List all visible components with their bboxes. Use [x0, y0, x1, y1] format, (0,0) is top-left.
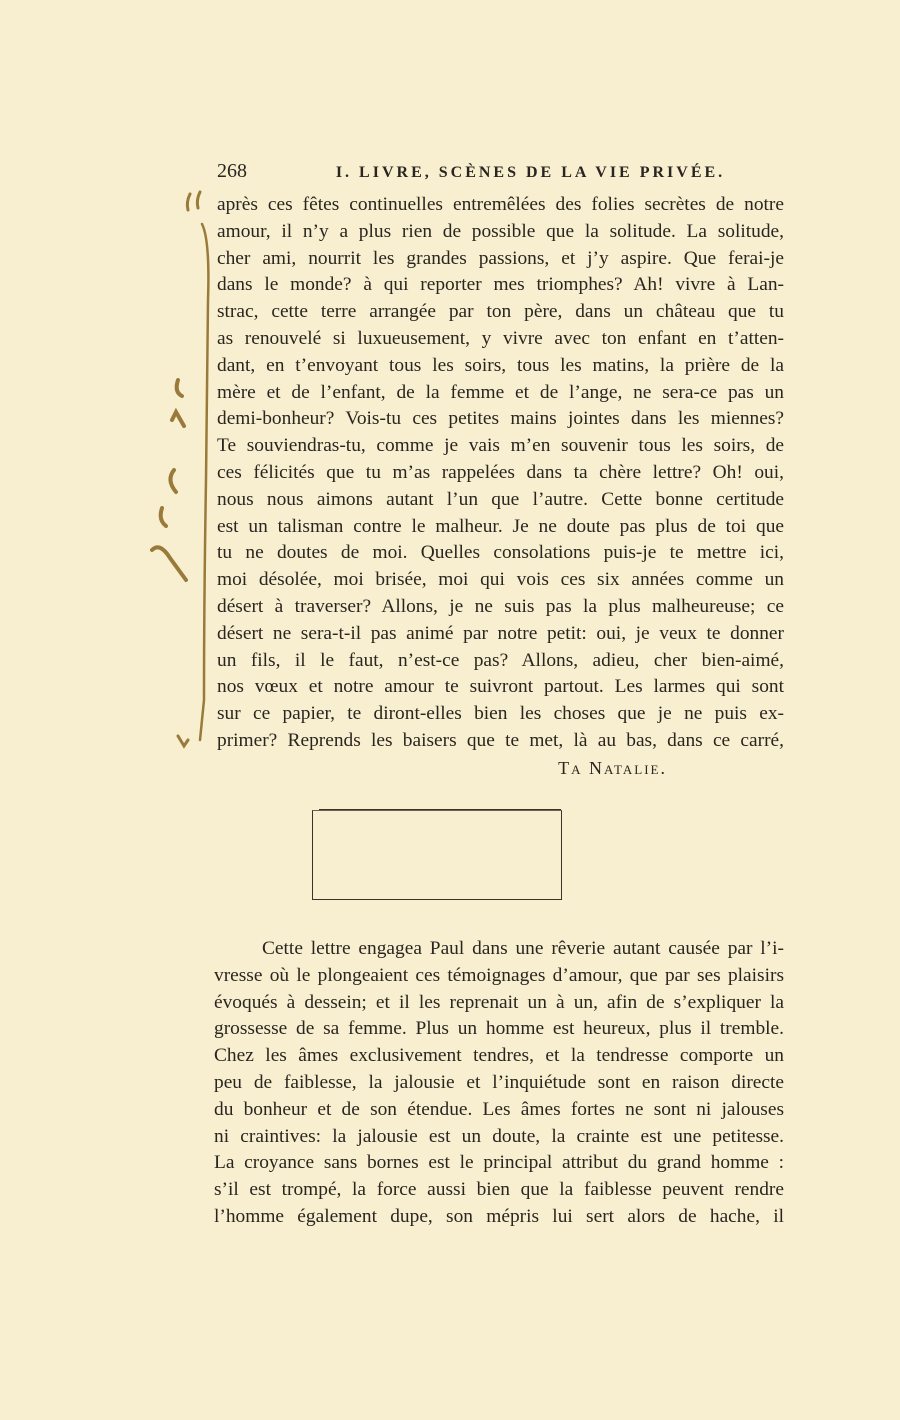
- letter-line: mère et de l’enfant, de la femme et de l’ange, ne sera-ce pas un: [217, 381, 784, 403]
- quote-mark-stroke-1: [187, 194, 190, 210]
- letter-line: ces félicités que tu m’as rappelées dans ta chère lettre? Oh! oui,: [217, 461, 784, 483]
- narrative-line: l’homme également dupe, son mépris lui sert alors de hache, il: [214, 1205, 784, 1227]
- letter-line: désert à traverser? Allons, je ne suis pas la plus malheureuse; ce: [217, 595, 784, 617]
- kiss-box: [312, 810, 562, 900]
- scribble-1: [177, 380, 182, 396]
- narrative-line: La croyance sans bornes est le principal attribut du grand homme :: [214, 1152, 784, 1174]
- narrative-line: peu de faiblesse, la jalousie et l’inquiétude sont en raison directe: [214, 1071, 784, 1093]
- running-title: I. LIVRE, SCÈNES DE LA VIE PRIVÉE.: [335, 164, 726, 181]
- quote-mark-stroke-2: [197, 192, 200, 208]
- running-header: [217, 160, 784, 186]
- letter-line: dans le monde? à qui reporter mes triomphes? Ah! vivre à Lan-: [217, 274, 784, 296]
- narrative-line: évoqués à dessein; et il les reprenait un à un, afin de s’expliquer la: [214, 991, 784, 1013]
- narrative-line: Cette lettre engagea Paul dans une rêverie autant causée par l’i-: [262, 938, 784, 959]
- letter-line: as renouvelé si luxueusement, y vivre avec ton enfant en t’atten-: [217, 327, 784, 349]
- narrative-line: grossesse de sa femme. Plus un homme est heureux, plus il tremble.: [214, 1018, 784, 1040]
- narrative-line: vresse où le plongeaient ces témoignages d’amour, que par ses plaisirs: [214, 964, 784, 986]
- narrative-line: s’il est trompé, la force aussi bien que la faiblesse peuvent rendre: [214, 1179, 784, 1201]
- scribble-2: [172, 412, 184, 426]
- letter-line: tu ne doutes de moi. Quelles consolations puis-je te mettre ici,: [217, 542, 784, 564]
- letter-line: strac, cette terre arrangée par ton père, dans un château que tu: [217, 301, 784, 323]
- narrative-line: Chez les âmes exclusivement tendres, et la tendresse comporte un: [214, 1045, 784, 1067]
- letter-line: amour, il n’y a plus rien de possible que la solitude. La solitude,: [217, 220, 784, 242]
- scribble-6: [178, 736, 188, 746]
- letter-text: [217, 192, 784, 755]
- narrative-line: du bonheur et de son étendue. Les âmes fortes ne sont ni jalouses: [214, 1098, 784, 1120]
- letter-signature: Ta Natalie.: [558, 758, 667, 778]
- letter-line: sur ce papier, te diront-elles bien les choses que je ne puis ex-: [217, 703, 784, 725]
- letter-line: cher ami, nourrit les grandes passions, et j’y aspire. Que ferai-je: [217, 247, 784, 269]
- vertical-bracket-line: [200, 224, 208, 740]
- scribble-3: [170, 470, 176, 492]
- scribble-5: [152, 547, 186, 580]
- letter-line: nos vœux et notre amour te suivront partout. Les larmes qui sont: [217, 676, 784, 698]
- letter-line: moi désolée, moi brisée, moi qui vois ces six années comme un: [217, 569, 784, 591]
- letter-line: primer? Reprends les baisers que te met, là au bas, dans ce carré,: [217, 729, 784, 751]
- letter-line: demi-bonheur? Vois-tu ces petites mains jointes dans les miennes?: [217, 408, 784, 430]
- narrative-text: [214, 936, 784, 1231]
- box-top-rule: [319, 809, 561, 810]
- letter-line: Te souviendras-tu, comme je vais m’en souvenir tous les soirs, de: [217, 435, 784, 457]
- letter-line: un fils, il le faut, n’est-ce pas? Allons, adieu, cher bien-aimé,: [217, 649, 784, 671]
- scribble-4: [161, 508, 166, 526]
- handwritten-margin-annotation: [130, 180, 225, 780]
- letter-line: désert ne sera-t-il pas animé par notre petit: oui, je veux te donner: [217, 622, 784, 644]
- letter-line: est un talisman contre le malheur. Je ne doute pas plus de toi que: [217, 515, 784, 537]
- letter-line: nous nous aimons autant l’un que l’autre. Cette bonne certitude: [217, 488, 784, 510]
- page-number: 268: [217, 160, 247, 182]
- narrative-line: ni craintives: la jalousie est un doute, la crainte est une petitesse.: [214, 1125, 784, 1147]
- letter-line: après ces fêtes continuelles entremêlées des folies secrètes de notre: [217, 194, 784, 215]
- letter-line: dant, en t’envoyant tous les soirs, tous les matins, la prière de la: [217, 354, 784, 376]
